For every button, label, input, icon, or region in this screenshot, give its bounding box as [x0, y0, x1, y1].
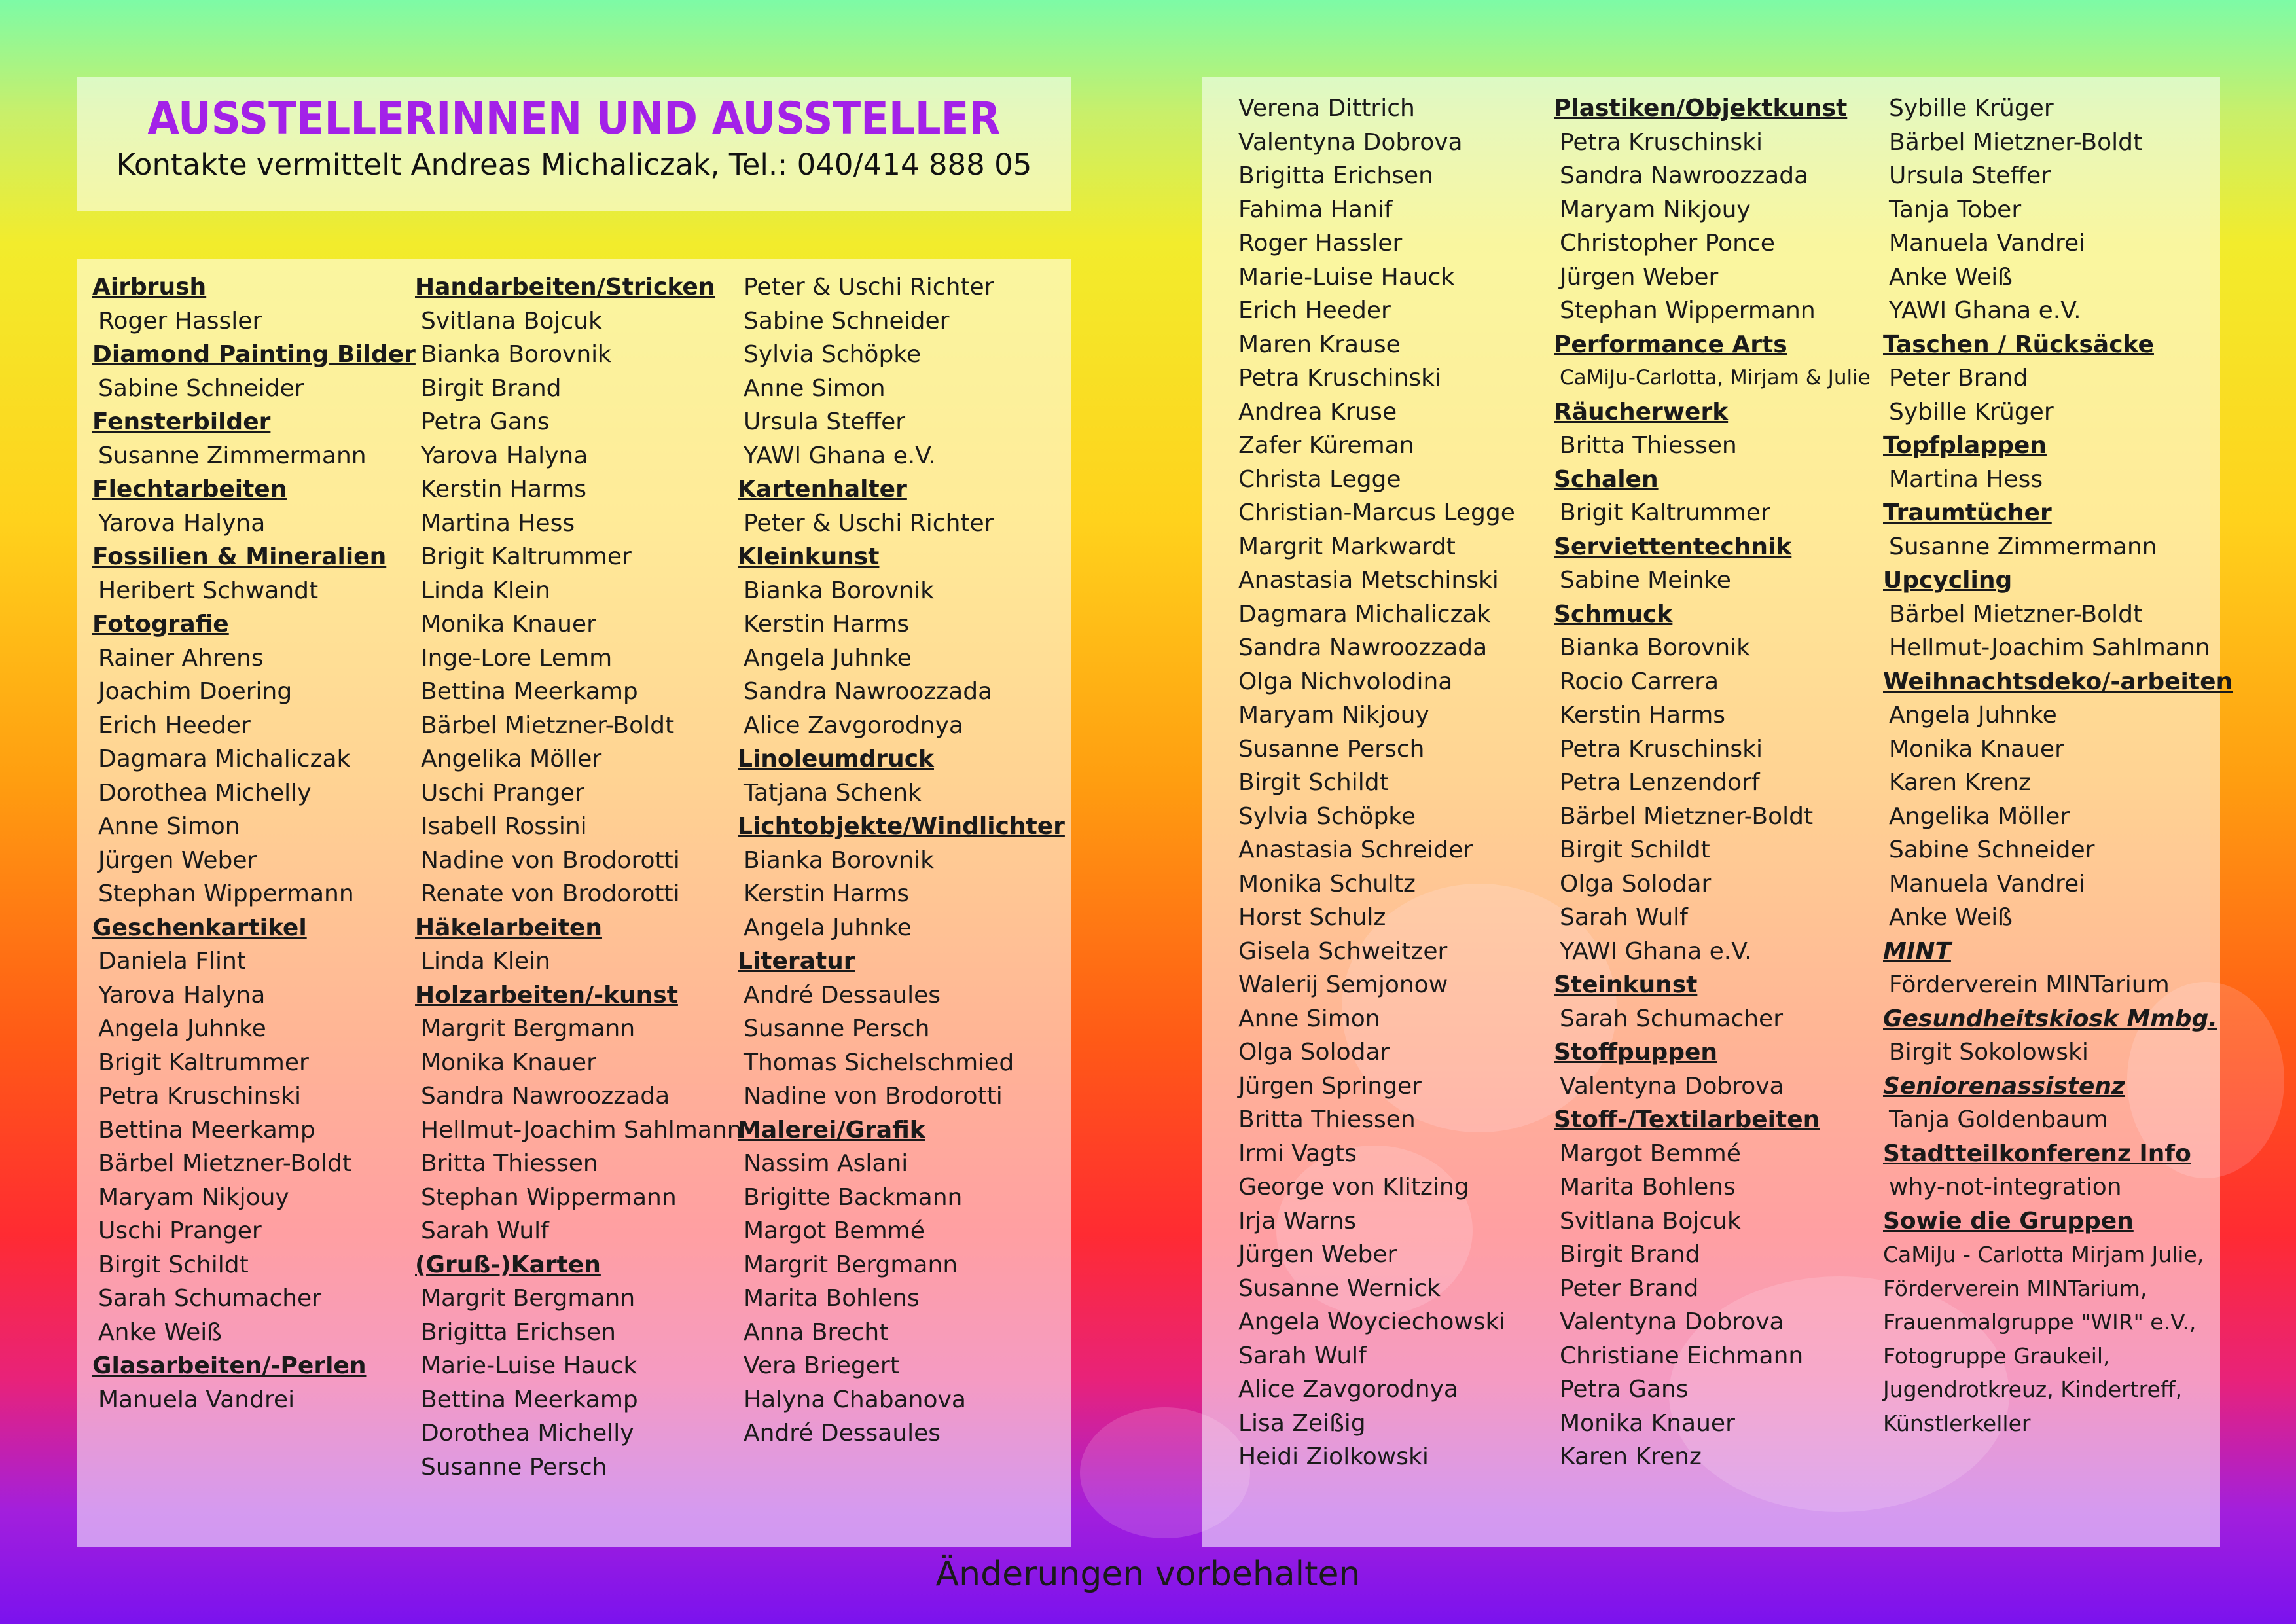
exhibitor-name: Sandra Nawroozzada [421, 1083, 670, 1110]
exhibitor-name: Marie-Luise Hauck [421, 1352, 637, 1379]
exhibitor-name: Bianka Borovnik [744, 846, 935, 874]
exhibitor-name: YAWI Ghana e.V. [1560, 937, 1752, 965]
exhibitor-name: Horst Schulz [1238, 904, 1386, 931]
exhibitor-name: Monika Knauer [1889, 735, 2064, 763]
exhibitor-name: Brigit Kaltrummer [1560, 499, 1770, 526]
exhibitor-name: Rainer Ahrens [98, 644, 264, 672]
exhibitor-name: Olga Solodar [1238, 1039, 1390, 1066]
exhibitor-name: Kerstin Harms [421, 476, 587, 503]
exhibitor-name: Irmi Vagts [1238, 1140, 1357, 1167]
exhibitor-name: Birgit Schildt [98, 1251, 249, 1278]
exhibitor-name: Maryam Nikjouy [1238, 702, 1429, 729]
exhibitor-name: Britta Thiessen [421, 1150, 598, 1177]
category-heading: Flechtarbeiten [92, 476, 287, 503]
exhibitor-name: Maren Krause [1238, 331, 1401, 358]
exhibitor-name: Hellmut-Joachim Sahlmann [1889, 634, 2210, 661]
exhibitor-name: Marie-Luise Hauck [1238, 263, 1455, 291]
exhibitor-name: Sandra Nawroozzada [1560, 162, 1809, 189]
exhibitor-name: Angela Juhnke [744, 644, 912, 672]
category-heading: Seniorenassistenz [1883, 1072, 2125, 1100]
exhibitor-name: Bärbel Mietzner-Boldt [421, 712, 675, 739]
exhibitor-name: Maryam Nikjouy [1560, 196, 1751, 223]
exhibitor-name: Margrit Bergmann [421, 1015, 636, 1042]
exhibitor-name: Margot Bemmé [744, 1218, 925, 1244]
exhibitor-name: Monika Schultz [1238, 870, 1416, 897]
exhibitor-name: Martina Hess [1889, 465, 2043, 493]
exhibitor-name: Brigitte Backmann [744, 1183, 963, 1211]
exhibitor-name: Erich Heeder [1238, 297, 1391, 324]
exhibitor-name: Heribert Schwandt [98, 577, 319, 604]
exhibitor-name: Sandra Nawroozzada [1238, 634, 1488, 661]
category-heading: Räucherwerk [1554, 398, 1729, 425]
exhibitor-name: Sabine Schneider [98, 374, 304, 402]
exhibitor-name: Sylvia Schöpke [1238, 803, 1416, 830]
exhibitor-name: Roger Hassler [98, 307, 262, 334]
exhibitor-name: Petra Gans [421, 408, 550, 435]
exhibitor-name: Olga Solodar [1560, 870, 1712, 897]
exhibitor-name: Sybille Krüger [1889, 398, 2054, 425]
right-column-3 [1883, 92, 2233, 1440]
exhibitor-name: Olga Nichvolodina [1238, 668, 1453, 695]
page-title: AUSSTELLERINNEN UND AUSSTELLER [147, 93, 1001, 145]
exhibitor-name: Rocio Carrera [1560, 668, 1719, 695]
exhibitor-name: Tanja Goldenbaum [1889, 1106, 2108, 1133]
exhibitor-name: Angelika Möller [1889, 803, 2070, 830]
exhibitor-name: Christian-Marcus Legge [1238, 499, 1515, 526]
exhibitor-name: Bettina Meerkamp [98, 1116, 315, 1144]
exhibitor-name: Manuela Vandrei [1889, 230, 2086, 257]
exhibitor-name: Isabell Rossini [421, 813, 587, 840]
exhibitor-name: André Dessaules [744, 1420, 941, 1447]
exhibitor-name: Daniela Flint [98, 948, 246, 975]
exhibitor-name: Jürgen Weber [98, 846, 257, 874]
group-name: CaMiJu - Carlotta Mirjam Julie, [1883, 1242, 2204, 1267]
exhibitor-name: Manuela Vandrei [98, 1386, 295, 1413]
exhibitor-name: Bianka Borovnik [744, 577, 935, 604]
exhibitor-name: Kerstin Harms [744, 611, 910, 638]
exhibitor-name: Roger Hassler [1238, 230, 1403, 257]
exhibitor-name: Alice Zavgorodnya [744, 712, 963, 739]
category-heading: MINT [1883, 937, 1951, 965]
exhibitor-name: Dagmara Michaliczak [1238, 600, 1491, 628]
exhibitor-name: Halyna Chabanova [744, 1386, 966, 1413]
category-heading: Taschen / Rücksäcke [1883, 331, 2154, 358]
category-heading: Handarbeiten/Stricken [415, 274, 715, 300]
exhibitor-name: Inge-Lore Lemm [421, 644, 613, 672]
left-column-2 [415, 270, 742, 1484]
exhibitor-name: Dorothea Michelly [98, 779, 312, 806]
exhibitor-name: Peter & Uschi Richter [744, 274, 994, 300]
exhibitor-name: Lisa Zeißig [1238, 1409, 1366, 1437]
exhibitor-name: Sybille Krüger [1889, 95, 2054, 122]
category-heading: (Gruß-)Karten [415, 1251, 601, 1278]
exhibitor-name: Ursula Steffer [744, 408, 906, 435]
exhibitor-name: Dorothea Michelly [421, 1420, 634, 1447]
exhibitor-name: Petra Kruschinski [1238, 365, 1442, 391]
exhibitor-name: Kerstin Harms [744, 880, 910, 907]
exhibitor-name: Tatjana Schenk [744, 779, 922, 806]
exhibitor-name: Anna Brecht [744, 1318, 889, 1346]
exhibitor-name: Bärbel Mietzner-Boldt [1889, 128, 2143, 156]
exhibitors-panel-right [1202, 77, 2233, 1547]
exhibitor-name: Sabine Schneider [1889, 837, 2095, 863]
exhibitor-name: why-not-integration [1889, 1174, 2122, 1200]
exhibitor-name: Angela Juhnke [1889, 702, 2057, 729]
exhibitor-name: Renate von Brodorotti [421, 880, 680, 907]
exhibitor-name: Ursula Steffer [1889, 162, 2051, 189]
exhibitor-name: Valentyna Dobrova [1238, 128, 1463, 156]
exhibitor-name: Stephan Wippermann [421, 1183, 677, 1211]
exhibitor-name: Maryam Nikjouy [98, 1183, 289, 1211]
exhibitor-name: Vera Briegert [744, 1352, 899, 1379]
exhibitor-name: Anke Weiß [1889, 904, 2013, 931]
exhibitor-name: Brigitta Erichsen [421, 1318, 616, 1346]
exhibitor-name: Yarova Halyna [98, 981, 266, 1009]
left-column-3 [738, 270, 1065, 1451]
category-heading: Weihnachtsdeko/-arbeiten [1883, 668, 2233, 695]
exhibitor-name: Brigit Kaltrummer [421, 543, 632, 570]
exhibitor-name: Linda Klein [421, 577, 550, 604]
exhibitor-name: Sarah Wulf [1560, 904, 1688, 931]
exhibitor-name: Britta Thiessen [1560, 432, 1737, 459]
exhibitor-name: Hellmut-Joachim Sahlmann [421, 1116, 742, 1144]
exhibitor-name: Förderverein MINTarium [1889, 971, 2170, 998]
exhibitor-name: Thomas Sichelschmied [744, 1049, 1014, 1076]
contact-line: Kontakte vermittelt Andreas Michaliczak, Tel.: 040/414 888 05 [116, 147, 1032, 182]
exhibitor-name: Uschi Pranger [421, 779, 584, 806]
exhibitor-name: Margrit Markwardt [1238, 533, 1456, 560]
exhibitor-name: Monika Knauer [1560, 1409, 1735, 1437]
category-heading: Diamond Painting Bilder [92, 341, 416, 368]
category-heading: Kartenhalter [738, 476, 907, 503]
category-heading: Stadtteilkonferenz Info [1883, 1140, 2191, 1167]
exhibitor-name: Bianka Borovnik [1560, 634, 1751, 661]
category-heading: Performance Arts [1554, 331, 1787, 358]
exhibitor-name: Karen Krenz [1560, 1443, 1702, 1470]
exhibitor-name: Birgit Brand [1560, 1241, 1700, 1268]
group-name: Förderverein MINTarium, [1883, 1275, 2147, 1301]
category-heading: Fossilien & Mineralien [92, 543, 387, 570]
exhibitor-name: Yarova Halyna [98, 509, 266, 537]
category-heading: Stoffpuppen [1554, 1039, 1718, 1066]
exhibitor-name: Margot Bemmé [1560, 1140, 1741, 1167]
exhibitor-name: Nassim Aslani [744, 1150, 908, 1177]
exhibitor-name: Stephan Wippermann [98, 880, 354, 907]
exhibitor-name: Anastasia Schreider [1238, 837, 1473, 863]
exhibitors-panel-left [77, 259, 1071, 1547]
exhibitor-name: Heidi Ziolkowski [1238, 1443, 1429, 1470]
category-heading: Traumtücher [1883, 499, 2052, 526]
exhibitor-name: Birgit Brand [421, 374, 562, 402]
exhibitor-name: Susanne Zimmermann [98, 442, 367, 469]
exhibitor-name: Karen Krenz [1889, 769, 2031, 796]
exhibitor-name: Birgit Schildt [1560, 837, 1710, 863]
exhibitor-name: Peter Brand [1889, 365, 2028, 391]
exhibitor-name: Jürgen Weber [1238, 1241, 1397, 1268]
exhibitor-name: Monika Knauer [421, 1049, 596, 1076]
category-heading: Geschenkartikel [92, 914, 307, 941]
exhibitor-name: Sabine Meinke [1560, 567, 1731, 594]
exhibitor-name: YAWI Ghana e.V. [744, 442, 936, 469]
exhibitor-name: YAWI Ghana e.V. [1889, 297, 2081, 324]
exhibitor-name: Christa Legge [1238, 465, 1401, 493]
category-heading: Schalen [1554, 465, 1659, 493]
exhibitor-name: Joachim Doering [98, 678, 293, 705]
header-panel [77, 77, 1071, 211]
exhibitor-name: Andrea Kruse [1238, 398, 1397, 425]
exhibitor-name: Uschi Pranger [98, 1218, 262, 1244]
exhibitor-name: Christiane Eichmann [1560, 1342, 1804, 1369]
category-heading: Häkelarbeiten [415, 914, 602, 941]
group-name: Jugendrotkreuz, Kindertreff, [1883, 1377, 2183, 1402]
exhibitor-name: Sabine Schneider [744, 307, 950, 334]
exhibitor-name: Marita Bohlens [744, 1285, 920, 1312]
exhibitor-name: CaMiJu-Carlotta, Mirjam & Julie [1560, 366, 1871, 389]
category-heading: Glasarbeiten/-Perlen [92, 1352, 367, 1379]
exhibitor-name: Walerij Semjonow [1238, 971, 1448, 998]
category-heading: Upcycling [1883, 567, 2013, 594]
right-column-1 [1232, 92, 1515, 1474]
exhibitor-name: Stephan Wippermann [1560, 297, 1816, 324]
group-name: Frauenmalgruppe "WIR" e.V., [1883, 1309, 2197, 1335]
footer-note: Änderungen vorbehalten [935, 1555, 1361, 1594]
exhibitor-name: Susanne Persch [744, 1015, 930, 1042]
exhibitor-name: Anne Simon [744, 374, 886, 402]
exhibitor-name: Petra Kruschinski [1560, 128, 1763, 156]
exhibitor-name: Tanja Tober [1889, 196, 2022, 223]
category-heading: Schmuck [1554, 600, 1673, 628]
category-heading: Steinkunst [1554, 971, 1698, 998]
exhibitor-name: Jürgen Weber [1560, 263, 1719, 291]
exhibitor-name: Linda Klein [421, 948, 550, 975]
category-heading: Literatur [738, 948, 855, 975]
exhibitor-name: Peter & Uschi Richter [744, 509, 994, 537]
exhibitor-name: Angela Woyciechowski [1238, 1308, 1506, 1335]
category-heading: Gesundheitskiosk Mmbg. [1883, 1005, 2217, 1032]
category-heading: Stoff-/Textilarbeiten [1554, 1106, 1820, 1133]
exhibitor-name: Marita Bohlens [1560, 1174, 1736, 1200]
exhibitor-name: Peter Brand [1560, 1274, 1699, 1302]
exhibitor-name: Anne Simon [98, 813, 240, 840]
exhibitor-name: Sarah Wulf [421, 1218, 549, 1244]
exhibitor-name: Sylvia Schöpke [744, 341, 922, 368]
exhibitor-name: Brigit Kaltrummer [98, 1049, 309, 1076]
right-column-2 [1554, 92, 1871, 1474]
exhibitor-name: Margrit Bergmann [421, 1285, 636, 1312]
exhibitor-name: Sarah Schumacher [98, 1285, 321, 1312]
exhibitor-name: Nadine von Brodorotti [421, 846, 680, 874]
exhibitor-name: Kerstin Harms [1560, 702, 1726, 729]
category-heading: Linoleumdruck [738, 746, 934, 772]
exhibitor-name: Verena Dittrich [1238, 95, 1415, 122]
exhibitor-name: Angela Juhnke [744, 914, 912, 941]
exhibitor-name: Yarova Halyna [421, 442, 588, 469]
exhibitor-name: Christopher Ponce [1560, 230, 1775, 257]
exhibitor-name: Monika Knauer [421, 611, 596, 638]
exhibitor-name: Svitlana Bojcuk [421, 307, 602, 334]
exhibitor-name: Sarah Wulf [1238, 1342, 1367, 1369]
category-heading: Kleinkunst [738, 543, 880, 570]
exhibitor-name: Bianka Borovnik [421, 341, 612, 368]
exhibitor-name: Gisela Schweitzer [1238, 937, 1448, 965]
category-heading: Malerei/Grafik [738, 1116, 925, 1144]
group-name: Fotogruppe Graukeil, [1883, 1343, 2110, 1369]
exhibitor-name: Zafer Küreman [1238, 432, 1414, 459]
exhibitor-name: Sarah Schumacher [1560, 1005, 1783, 1032]
exhibitor-name: Britta Thiessen [1238, 1106, 1416, 1133]
exhibitor-name: Sandra Nawroozzada [744, 678, 993, 705]
category-heading: Plastiken/Objektkunst [1554, 95, 1848, 122]
exhibitor-name: Anke Weiß [1889, 263, 2013, 291]
exhibitor-name: Anne Simon [1238, 1005, 1380, 1032]
exhibitor-name: Anke Weiß [98, 1318, 222, 1346]
exhibitor-name: Manuela Vandrei [1889, 870, 2086, 897]
exhibitor-name: Valentyna Dobrova [1560, 1072, 1784, 1100]
category-heading: Serviettentechnik [1554, 533, 1792, 560]
exhibitor-name: Bärbel Mietzner-Boldt [1560, 803, 1814, 830]
exhibitor-name: Brigitta Erichsen [1238, 162, 1433, 189]
category-heading: Fensterbilder [92, 408, 271, 435]
category-heading: Holzarbeiten/-kunst [415, 981, 678, 1009]
exhibitor-name: Petra Kruschinski [98, 1083, 302, 1110]
exhibitor-name: Nadine von Brodorotti [744, 1083, 1003, 1110]
exhibitor-name: Dagmara Michaliczak [98, 746, 351, 772]
exhibitor-name: Birgit Schildt [1238, 769, 1389, 796]
category-heading: Lichtobjekte/Windlichter [738, 813, 1065, 840]
exhibitor-name: Susanne Persch [1238, 735, 1425, 763]
exhibitor-name: George von Klitzing [1238, 1174, 1469, 1200]
exhibitor-name: Valentyna Dobrova [1560, 1308, 1784, 1335]
exhibitor-name: Birgit Sokolowski [1889, 1039, 2089, 1066]
exhibitor-name: Angelika Möller [421, 746, 602, 772]
exhibitor-name: Irja Warns [1238, 1207, 1357, 1235]
left-column-1 [92, 270, 416, 1416]
exhibitor-name: Erich Heeder [98, 712, 251, 739]
exhibitor-name: Fahima Hanif [1238, 196, 1393, 223]
exhibitor-name: Petra Gans [1560, 1376, 1689, 1403]
exhibitor-name: Alice Zavgorodnya [1238, 1376, 1458, 1403]
exhibitor-name: André Dessaules [744, 981, 941, 1009]
category-heading: Topfplappen [1883, 432, 2047, 459]
category-heading: Airbrush [92, 274, 207, 300]
exhibitor-name: Petra Lenzendorf [1560, 769, 1760, 796]
exhibitor-name: Susanne Persch [421, 1453, 607, 1481]
exhibitor-name: Bettina Meerkamp [421, 1386, 638, 1413]
exhibitor-name: Susanne Wernick [1238, 1274, 1441, 1302]
category-heading: Sowie die Gruppen [1883, 1207, 2134, 1235]
exhibitor-name: Bettina Meerkamp [421, 678, 638, 705]
group-name: Künstlerkeller [1883, 1410, 2031, 1436]
exhibitor-name: Bärbel Mietzner-Boldt [1889, 600, 2143, 628]
exhibitor-name: Susanne Zimmermann [1889, 533, 2157, 560]
exhibitor-name: Petra Kruschinski [1560, 735, 1763, 763]
exhibitor-name: Margrit Bergmann [744, 1251, 958, 1278]
exhibitor-name: Angela Juhnke [98, 1015, 266, 1042]
exhibitor-name: Jürgen Springer [1238, 1072, 1422, 1100]
exhibitor-name: Svitlana Bojcuk [1560, 1207, 1741, 1235]
exhibitor-name: Martina Hess [421, 509, 575, 537]
category-heading: Fotografie [92, 611, 229, 638]
exhibitor-name: Bärbel Mietzner-Boldt [98, 1150, 352, 1177]
exhibitor-name: Anastasia Metschinski [1238, 567, 1499, 594]
